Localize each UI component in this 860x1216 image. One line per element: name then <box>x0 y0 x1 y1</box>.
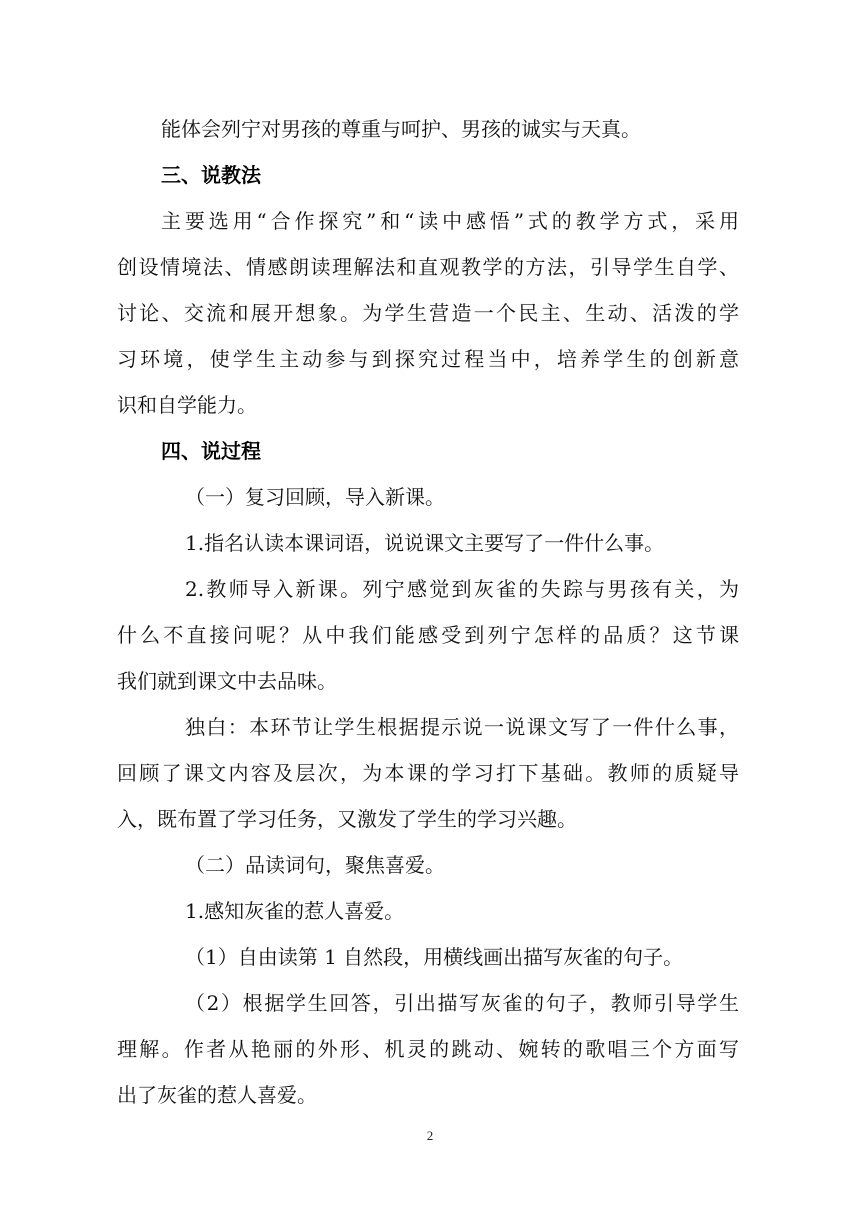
text-line: 识和自学能力。 <box>117 393 257 417</box>
text-line: 2.教师导入新课。列宁感觉到灰雀的失踪与男孩有关，为 <box>185 577 739 601</box>
text-line: 讨论、交流和展开想象。为学生营造一个民主、生动、活泼的学 <box>117 301 739 325</box>
text-line: 习环境，使学生主动参与到探究过程当中，培养学生的创新意 <box>117 347 739 371</box>
text-line: 创设情境法、情感朗读理解法和直观教学的方法，引导学生自学、 <box>117 255 739 279</box>
text-line: （2）根据学生回答，引出描写灰雀的句子，教师引导学生 <box>185 991 739 1015</box>
text-line: 1.感知灰雀的惹人喜爱。 <box>185 899 405 923</box>
text-line: 主要选用“合作探究”和“读中感悟”式的教学方式，采用 <box>161 209 739 233</box>
text-line: （一）复习回顾，导入新课。 <box>185 485 445 509</box>
text-line: 我们就到课文中去品味。 <box>117 669 337 693</box>
text-line: 入，既布置了学习任务，又激发了学生的学习兴趣。 <box>117 807 577 831</box>
text-line: 回顾了课文内容及层次，为本课的学习打下基础。教师的质疑导 <box>117 761 739 785</box>
text-line: 什么不直接问呢？从中我们能感受到列宁怎样的品质？这节课 <box>117 623 739 647</box>
text-line: 独白：本环节让学生根据提示说一说课文写了一件什么事， <box>185 715 739 739</box>
text-line: 能体会列宁对男孩的尊重与呵护、男孩的诚实与天真。 <box>161 117 641 141</box>
section-heading: 三、说教法 <box>161 163 261 187</box>
text-line: （二）品读词句，聚焦喜爱。 <box>185 853 445 877</box>
text-line: 理解。作者从艳丽的外形、机灵的跳动、婉转的歌唱三个方面写 <box>117 1037 739 1061</box>
text-line: 出了灰雀的惹人喜爱。 <box>117 1083 317 1107</box>
page-number: 2 <box>426 1128 434 1143</box>
text-line: （1）自由读第 1 自然段，用横线画出描写灰雀的句子。 <box>185 945 684 969</box>
page-body <box>117 106 739 1118</box>
section-heading: 四、说过程 <box>161 439 261 463</box>
text-line: 1.指名认读本课词语，说说课文主要写了一件什么事。 <box>185 531 665 555</box>
